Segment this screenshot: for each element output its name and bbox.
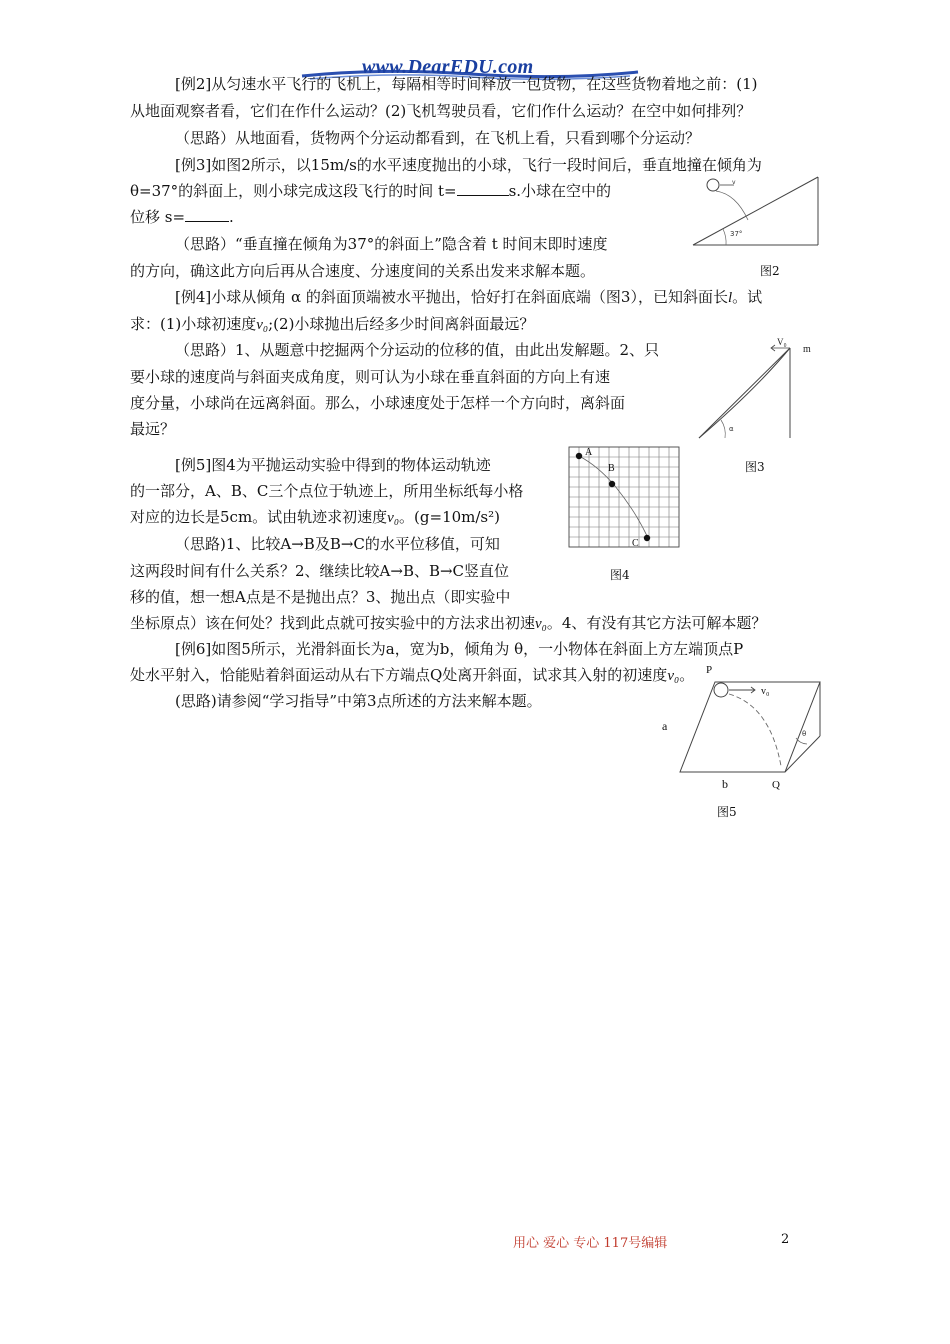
- ex6-line2b: 。: [679, 666, 695, 684]
- site-url[interactable]: www.DearEDU.com: [362, 56, 534, 78]
- figure-4-caption: 图4: [610, 568, 630, 582]
- ex4-line2a: 求：(1)小球初速度: [130, 315, 257, 333]
- ex2-line2: 从地面观察者看，它们在作什么运动？(2)飞机驾驶员看，它们作什么运动？在空中如何排列？: [130, 102, 752, 120]
- label-C: C: [632, 538, 639, 549]
- ex5-thought-1: （思路)1、比较A→B及B→C的水平位移值，可知: [175, 535, 500, 553]
- page-number: 2: [781, 1232, 790, 1247]
- fig5-label-P: P: [706, 664, 713, 676]
- ex2-thought: （思路）从地面看，货物两个分运动都看到，在飞机上看，只看到哪个分运动？: [175, 129, 701, 147]
- point-C: [644, 535, 650, 541]
- ex5-var-v0-2: v₀: [535, 616, 547, 632]
- ex3-thought-1: （思路）“垂直撞在倾角为37°的斜面上”隐含着 t 时间末即时速度: [175, 235, 608, 253]
- ex3-line2: [130, 181, 611, 201]
- figure-2-caption: 图2: [760, 264, 780, 278]
- ex4-line1a: [例4]小球从倾角 α 的斜面顶端被水平抛出，恰好打在斜面底端（图3），已知斜面长: [175, 288, 728, 306]
- ex5-line3a: 对应的边长是5cm。试由轨迹求初速度: [130, 508, 388, 526]
- ex5-thought-4: [130, 613, 766, 634]
- fig3-mass-label: m: [803, 344, 811, 355]
- figure-3-caption: 图3: [745, 460, 765, 474]
- ex5-thought-3: 移的值，想一想A点是不是抛出点？3、抛出点（即实验中: [130, 588, 511, 606]
- ex3-line1: [例3]如图2所示，以15m/s的水平速度抛出的小球，飞行一段时间后，垂直地撞在倾角为: [175, 156, 762, 174]
- ex6-thought: (思路)请参阅“学习指导”中第3点所述的方法来解本题。: [175, 692, 542, 710]
- ex5-line7a: 坐标原点）该在何处？找到此点就可按实验中的方法求出初速: [130, 614, 536, 632]
- ex5-line3: [130, 507, 500, 528]
- fig5-velocity-label: v₀: [761, 686, 770, 697]
- figure-3-diagram: [695, 330, 835, 445]
- ex4-var-l: l: [727, 290, 733, 306]
- ex4-line2: [130, 314, 534, 335]
- figure-5-diagram: [655, 658, 835, 798]
- ex4-line1: [175, 287, 762, 308]
- answer-blank-s[interactable]: [185, 207, 229, 222]
- ex4-thought-2: 要小球的速度尚与斜面夹成角度，则可认为小球在垂直斜面的方向上有速: [130, 368, 611, 386]
- ex5-thought-2: 这两段时间有什么关系？2、继续比较A→B、B→C竖直位: [130, 562, 510, 580]
- ex4-line2b: ;(2)小球抛出后经多少时间离斜面最远？: [268, 315, 535, 333]
- answer-blank-t[interactable]: [457, 181, 509, 196]
- ex3-line3a: 位移 s=: [130, 208, 186, 226]
- fig2-velocity-label: v: [732, 179, 736, 186]
- ex4-var-v0: v₀: [256, 317, 269, 333]
- ex4-thought-3: 度分量，小球尚在远离斜面。那么，小球速度处于怎样一个方向时，离斜面: [130, 394, 626, 412]
- label-A: A: [585, 447, 593, 458]
- fig3-angle-label: α: [729, 425, 734, 433]
- ex3-line3b: .: [229, 208, 234, 226]
- ex3-line3: [130, 207, 234, 227]
- ex5-line2: 的一部分，A、B、C三个点位于轨迹上，所用坐标纸每小格: [130, 482, 524, 500]
- ex3-line2b: s.小球在空中的: [508, 182, 612, 200]
- ex6-line2a: 处水平射入，恰能贴着斜面运动从右下方端点Q处离开斜面，试求其入射的初速度: [130, 666, 668, 684]
- ex3-thought-2: 的方向，确这此方向后再从合速度、分速度间的关系出发来求解本题。: [130, 262, 596, 280]
- ex5-line1: [例5]图4为平抛运动实验中得到的物体运动轨迹: [175, 456, 491, 474]
- ex2-line1: [例2]从匀速水平飞行的飞机上，每隔相等时间释放一包货物，在这些货物着地之前：(1): [175, 75, 758, 93]
- fig5-label-b: b: [722, 777, 728, 791]
- label-B: B: [608, 463, 615, 474]
- ex6-var-v0: v₀: [667, 668, 680, 684]
- point-B: [609, 481, 615, 487]
- ex5-var-v0: v₀: [387, 510, 400, 526]
- ex5-line3b: 。(g=10m/s²): [399, 508, 500, 526]
- fig2-angle-label: 37°: [730, 230, 743, 238]
- ex6-line2: [130, 665, 694, 686]
- figure-5-caption: 图5: [717, 805, 737, 819]
- figure-4-grid: [568, 446, 684, 552]
- ex4-thought-1: （思路）1、从题意中挖掘两个分运动的位移的值，由此出发解题。2、只: [175, 341, 660, 359]
- ex4-thought-4: 最远？: [130, 420, 176, 438]
- fig3-velocity-label: V₀: [777, 337, 787, 347]
- ex3-line2a: θ=37°的斜面上，则小球完成这段飞行的时间 t=: [130, 182, 457, 200]
- footer-note: 用心 爱心 专心 117号编辑: [513, 1236, 668, 1251]
- ex5-line7b: 。4、有没有其它方法可解本题？: [546, 614, 767, 632]
- fig5-label-Q: Q: [772, 779, 780, 791]
- ex6-line1: [例6]如图5所示，光滑斜面长为a，宽为b，倾角为 θ，一小物体在斜面上方左端顶点P: [175, 640, 744, 658]
- figure-2-diagram: [690, 172, 825, 252]
- fig5-label-a: a: [662, 719, 668, 733]
- fig5-angle-label: θ: [802, 730, 807, 738]
- ex4-line1b: 。试: [732, 288, 763, 306]
- point-A: [576, 453, 582, 459]
